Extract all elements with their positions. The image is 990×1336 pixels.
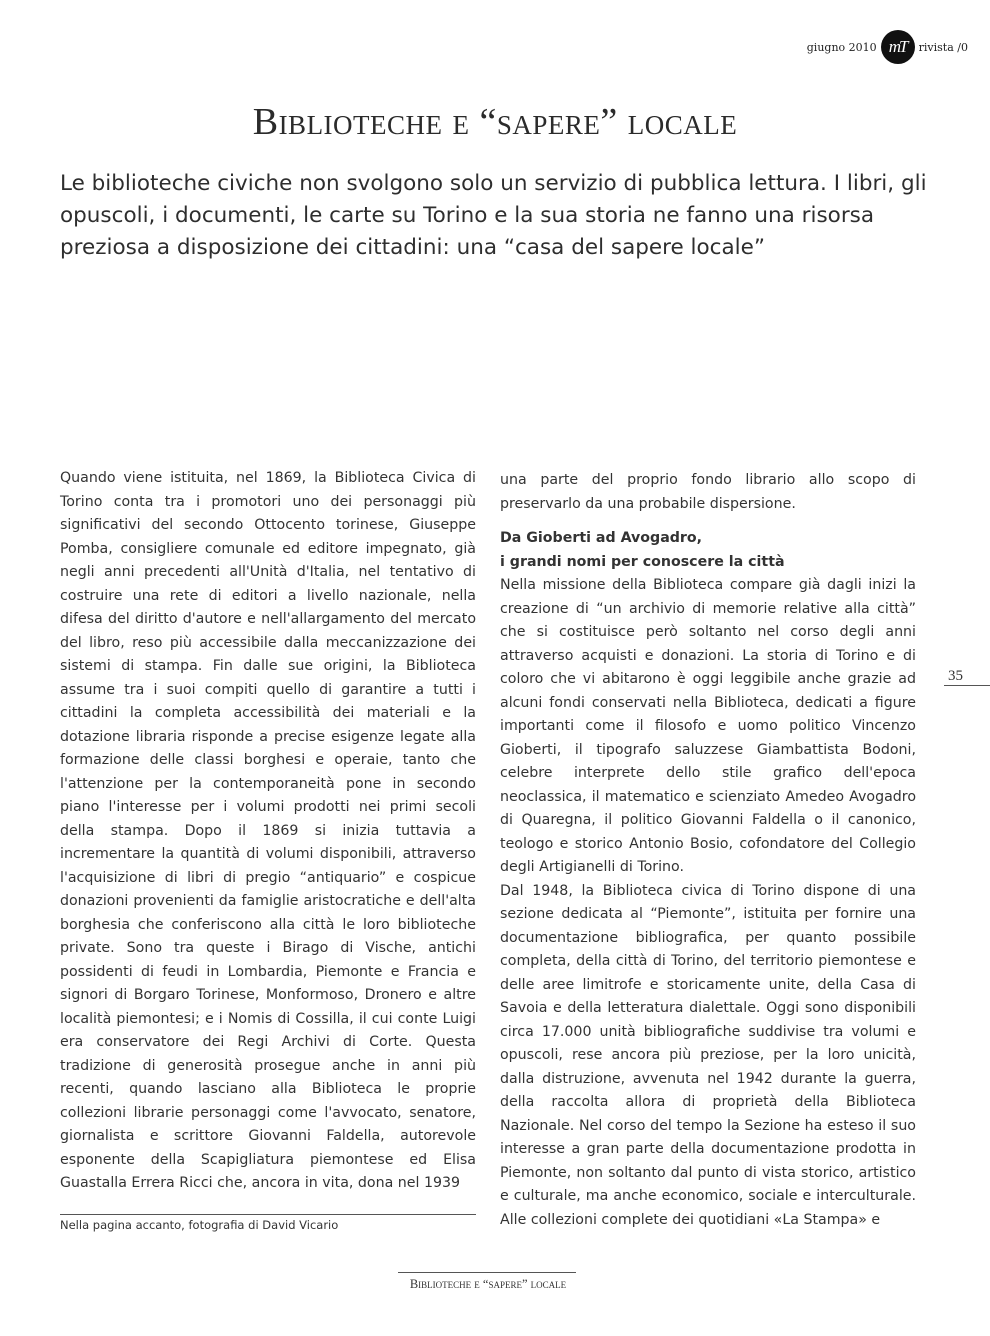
article-title: Biblioteche e “sapere” locale [252, 101, 738, 143]
right-column [500, 469, 916, 1232]
issue-date: giugno 2010 [806, 40, 877, 54]
section-heading-line2: i grandi nomi per conoscere la città [500, 553, 785, 570]
header-meta [807, 30, 968, 64]
left-column-text: Quando viene istituita, nel 1869, la Biblioteca Civica di Torino conta tra i promotori uno dei personaggi più significativi del secondo Ottocento torinese, Giuseppe Pomba, consigliere comunale ed editore impegnato, già negli anni precedenti all'Unità d'Italia, nel tentativo di costruire una rete di editori a livello nazionale, nella difesa del diritto d'autore e nell'allargamento del mercato del libro, reso più accessibile dalla meccanizzazione dei sistemi di stampa. Fin dalle sue origini, la Biblioteca assume tra i suoi compiti quello di garantire a tutti i cittadini la completa accessibilità dei materiali e la dotazione libraria risponde a precise esigenze legate alla formazione delle classi borghesi e operaie, tanto che l'attenzione per la contemporaneità pone in secondo piano l'interesse per i volumi prodotti nei primi secoli della stampa. Dopo il 1869 si inizia tuttavia a incrementare la quantità di volumi disponibili, attraverso l'acquisizione di libri di pregio “antiquario” e cospicue donazioni provenienti da famiglie aristocratiche e dell'alta borghesia che conferiscono alla città le loro biblioteche private. Sono tra queste i Birago di Vische, antichi possidenti di feudi in Lombardia, Piemonte e Francia e signori di Borgaro Torinese, Monformoso, Dronero e altre località piemontesi; e i Nomis di Cossilla, il cui conte Luigi era conservatore dei Regi Archivi di Corte. Questa tradizione di generosità prosegue anche in anni più recenti, quando lasciano alla Biblioteca le proprie collezioni librarie personaggi come l'avvocato, senatore, giornalista e scrittore Giovanni Faldella, autorevole esponente della Scapigliatura piemontese ed Elisa Guastalla Errera Ricci che, ancora in vita, dona nel 1939 [60, 470, 476, 1191]
section-heading [500, 527, 916, 574]
footer-rule [398, 1272, 576, 1273]
right-column-intro: una parte del proprio fondo librario allo scopo di preservarlo da una probabile dispersione. [500, 472, 916, 512]
issue-label: rivista /0 [918, 40, 968, 54]
section-heading-line1: Da Gioberti ad Avogadro, [500, 530, 703, 546]
left-column [60, 467, 476, 1196]
caption-divider [60, 1214, 476, 1215]
footer-running-title: Biblioteche e “sapere” locale [409, 1277, 567, 1291]
magazine-logo-icon: mT [881, 30, 915, 64]
page-number: 35 [948, 668, 963, 684]
article-subtitle: Le biblioteche civiche non svolgono solo un servizio di pubblica lettura. I libri, gli opuscoli, i documenti, le carte su Torino e la sua storia ne fanno una risorsa preziosa a disposizione dei cittadini: una “casa del sapere locale” [60, 171, 927, 260]
photo-caption: Nella pagina accanto, fotografia di David Vicario [60, 1218, 339, 1232]
page-number-rule [944, 685, 990, 686]
right-column-paragraph-2: Dal 1948, la Biblioteca civica di Torino dispone di una sezione dedicata al “Piemonte”, istituita per fornire una documentazione bibliografica, per quanto possibile completa, della città di Torino, del territorio piemontese e delle aree limitrofe e storicamente unite, della Casa di Savoia e della letteratura dialettale. Oggi sono disponibili circa 17.000 unità bibliografiche suddivise tra volumi e opuscoli, rese ancora più preziose, per la loro unicità, dalla distruzione, avvenuta nel 1942 durante la guerra, della raccolta allora di proprietà della Biblioteca Nazionale. Nel corso del tempo la Sezione ha esteso il suo interesse a gran parte della documentazione prodotta in Piemonte, non soltanto dal punto di vista storico, artistico e culturale, ma anche economico, sociale e interculturale. Alle collezioni complete dei quotidiani «La Stampa» e [500, 882, 916, 1228]
right-column-paragraph-1: Nella missione della Biblioteca compare già dagli inizi la creazione di “un archivio di memorie relative alla città” che si costituisce però soltanto nel corso degli anni attraverso acquisti e donazioni. La storia di Torino e di coloro che vi abitarono è oggi leggibile anche grazie ad alcuni fondi conservati nella Biblioteca, dedicati a figure importanti come il filosofo e uomo politico Vincenzo Gioberti, il tipografo saluzzese Giambattista Bodoni, celebre interprete dello stile grafico dell'epoca neoclassica, il matematico e scienziato Amedeo Avogadro di Quaregna, il politico Giovanni Faldella o il canonico, teologo e storico Antonio Bosio, cofondatore del Collegio degli Artigianelli di Torino. [500, 577, 916, 875]
